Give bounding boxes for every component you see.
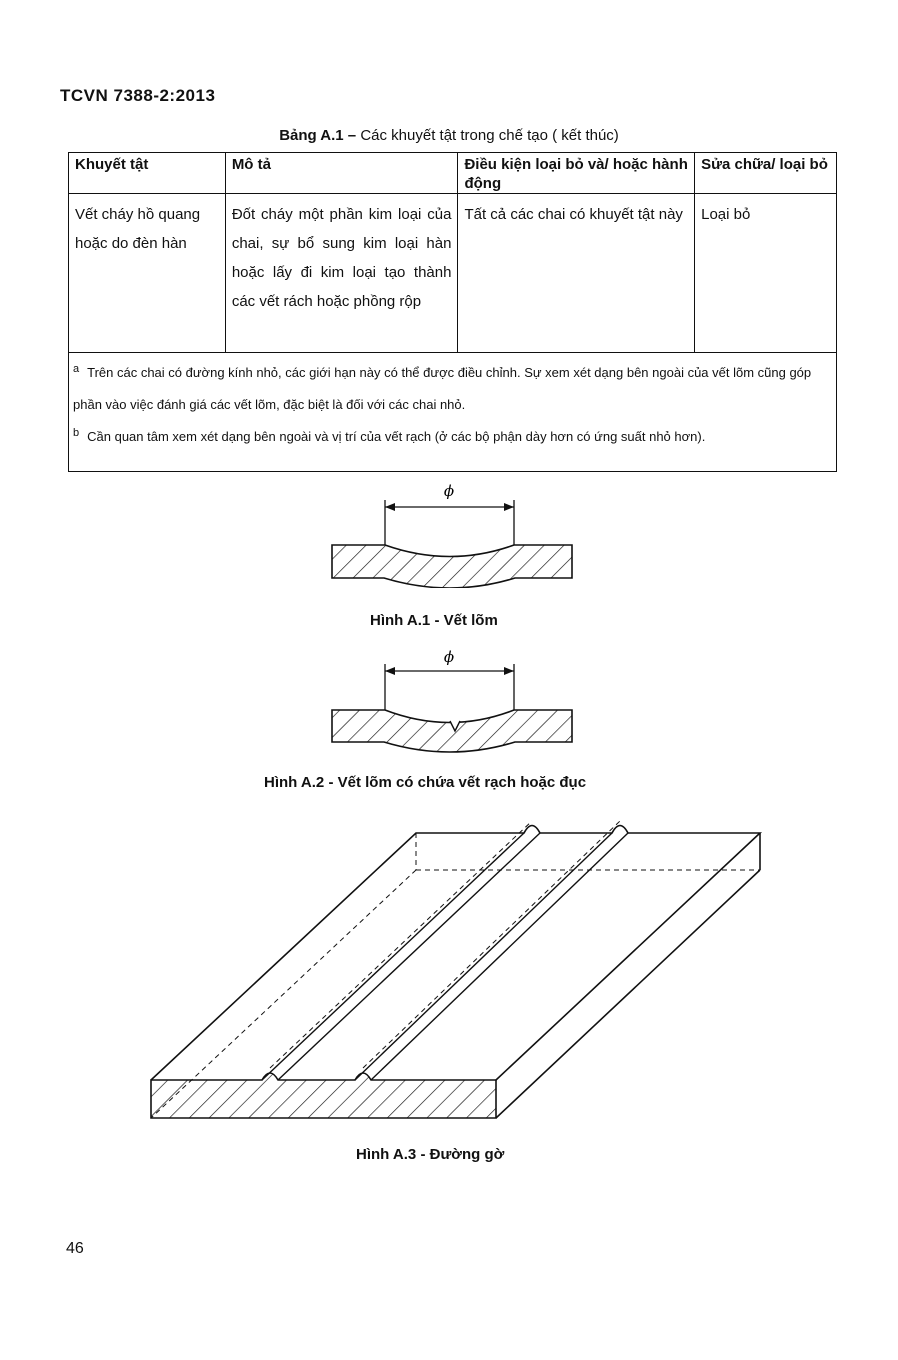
table-notes bbox=[69, 353, 837, 472]
footnote-text-a: Trên các chai có đường kính nhỏ, các giới hạn này có thể được điều chỉnh. Sự xem xét dạng bên ngoài của vết lõm cũng góp phần vào việc đánh giá các vết lõm, đặc biệt là đối với các chai nhỏ. bbox=[73, 365, 812, 412]
table-notes-row bbox=[69, 353, 837, 472]
standard-code: TCVN 7388-2:2013 bbox=[60, 86, 216, 105]
header-description: Mô tả bbox=[225, 153, 458, 194]
footnote-a bbox=[73, 357, 832, 421]
table-row bbox=[69, 194, 837, 353]
footnote-marker-a: a bbox=[73, 363, 80, 375]
figure-weld-seams bbox=[140, 805, 770, 1125]
footnote-text-b: Cần quan tâm xem xét dạng bên ngoài và vị trí của vết rạch (ở các bộ phận dày hơn có ứng suất nhỏ hơn). bbox=[87, 429, 706, 444]
figure-dent-with-cut bbox=[320, 645, 590, 755]
table-header-row bbox=[69, 153, 837, 194]
figure-caption-a1: Hình A.1 - Vết lõm bbox=[370, 612, 498, 629]
figure-dent bbox=[320, 478, 590, 588]
page-number: 46 bbox=[66, 1240, 84, 1257]
table-caption-title: Các khuyết tật trong chế tạo ( kết thúc) bbox=[360, 127, 619, 144]
cell-defect: Vết cháy hồ quang hoặc do đèn hàn bbox=[69, 194, 226, 353]
header-repair: Sửa chữa/ loại bỏ bbox=[695, 153, 837, 194]
table-caption-label: Bảng A.1 – bbox=[279, 127, 357, 144]
cell-repair: Loại bỏ bbox=[695, 194, 837, 353]
table-caption bbox=[0, 127, 898, 144]
header-defect: Khuyết tật bbox=[69, 153, 226, 194]
figure-caption-a2: Hình A.2 - Vết lõm có chứa vết rạch hoặc đục bbox=[264, 774, 587, 791]
dimension-label-fig2: ϕ bbox=[443, 648, 455, 666]
cell-condition: Tất cả các chai có khuyết tật này bbox=[458, 194, 695, 353]
footnote-b bbox=[73, 421, 832, 453]
defects-table bbox=[68, 152, 837, 472]
dimension-label-fig1: ϕ bbox=[443, 482, 455, 500]
cell-description: Đốt cháy một phần kim loại của chai, sự bổ sung kim loại hàn hoặc lấy đi kim loại tạo thành các vết rách hoặc phồng rộp bbox=[225, 194, 458, 353]
header-condition: Điều kiện loại bỏ và/ hoặc hành động bbox=[458, 153, 695, 194]
figure-caption-a3: Hình A.3 - Đường gờ bbox=[356, 1146, 505, 1163]
footnote-marker-b: b bbox=[73, 427, 80, 439]
